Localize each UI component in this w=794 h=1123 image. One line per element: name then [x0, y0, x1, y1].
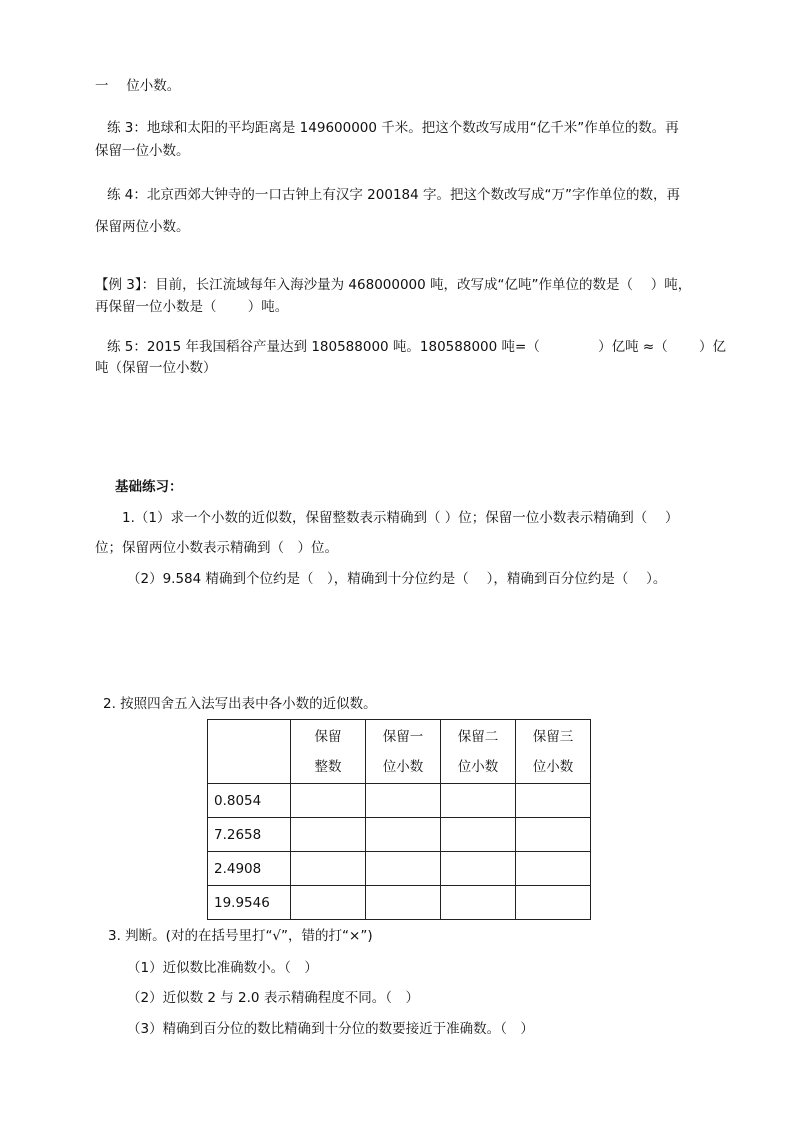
answer-cell[interactable]: [441, 784, 516, 818]
question-1-2: （2）9.584 精确到个位约是（ ），精确到十分位约是（ ），精确到百分位约是（ ）。: [127, 571, 667, 587]
text-line: 保留两位小数。: [95, 219, 190, 235]
answer-cell[interactable]: [291, 886, 366, 920]
example-3: 【例 3】：目前，长江流域每年入海沙量为 468000000 吨，改写成“亿吨”作单位的数是（ ）吨，: [95, 277, 692, 293]
table-row: [208, 818, 591, 852]
answer-cell[interactable]: [516, 886, 591, 920]
answer-cell[interactable]: [441, 818, 516, 852]
table-row-label: 0.8054: [208, 784, 291, 818]
answer-cell[interactable]: [366, 852, 441, 886]
text-line: 吨（保留一位小数）: [95, 360, 217, 376]
table-header-cell: 保留一 位小数: [366, 720, 441, 784]
judge-item-2: （2）近似数 2 与 2.0 表示精确程度不同。（ ）: [127, 990, 420, 1006]
table-header-cell: 保留 整数: [291, 720, 366, 784]
table-row-label: 2.4908: [208, 852, 291, 886]
judge-item-3: （3）精确到百分位的数比精确到十分位的数要接近于准确数。（ ）: [127, 1021, 534, 1037]
text-line: 一 位小数。: [95, 78, 181, 94]
answer-cell[interactable]: [516, 852, 591, 886]
answer-cell[interactable]: [516, 784, 591, 818]
text-line: 保留一位小数。: [95, 143, 190, 159]
answer-cell[interactable]: [291, 818, 366, 852]
answer-cell[interactable]: [291, 852, 366, 886]
text-line: 位；保留两位小数表示精确到（ ）位。: [95, 540, 338, 556]
rounding-table: [207, 719, 591, 920]
table-row: [208, 852, 591, 886]
answer-cell[interactable]: [366, 784, 441, 818]
table-header-cell: 保留二 位小数: [441, 720, 516, 784]
answer-cell[interactable]: [441, 886, 516, 920]
answer-cell[interactable]: [291, 784, 366, 818]
section-title: 基础练习：: [115, 479, 183, 495]
table-header-cell: [208, 720, 291, 784]
table-header-cell: 保留三 位小数: [516, 720, 591, 784]
exercise-5: 练 5：2015 年我国稻谷产量达到 180588000 吨。180588000 吨=（ ）亿吨 ≈（ ）亿: [107, 339, 727, 355]
answer-cell[interactable]: [516, 818, 591, 852]
question-2: 2. 按照四舍五入法写出表中各小数的近似数。: [103, 696, 377, 712]
question-1: 1.（1）求一个小数的近似数，保留整数表示精确到（ ）位；保留一位小数表示精确到（ ）: [122, 510, 679, 526]
exercise-3: 练 3：地球和太阳的平均距离是 149600000 千米。把这个数改写成用“亿千米”作单位的数。再: [107, 120, 679, 136]
answer-cell[interactable]: [441, 852, 516, 886]
table-header-row: [208, 720, 591, 784]
table-row: [208, 886, 591, 920]
question-3: 3. 判断。(对的在括号里打“√”，错的打“×”): [108, 928, 373, 944]
exercise-4: 练 4：北京西郊大钟寺的一口古钟上有汉字 200184 字。把这个数改写成“万”字作单位的数，再: [107, 187, 680, 203]
table-row-label: 19.9546: [208, 886, 291, 920]
answer-cell[interactable]: [366, 886, 441, 920]
table-row-label: 7.2658: [208, 818, 291, 852]
answer-cell[interactable]: [366, 818, 441, 852]
text-line: 再保留一位小数是（ ）吨。: [95, 299, 289, 315]
judge-item-1: （1）近似数比准确数小。（ ）: [127, 960, 318, 976]
table-row: [208, 784, 591, 818]
